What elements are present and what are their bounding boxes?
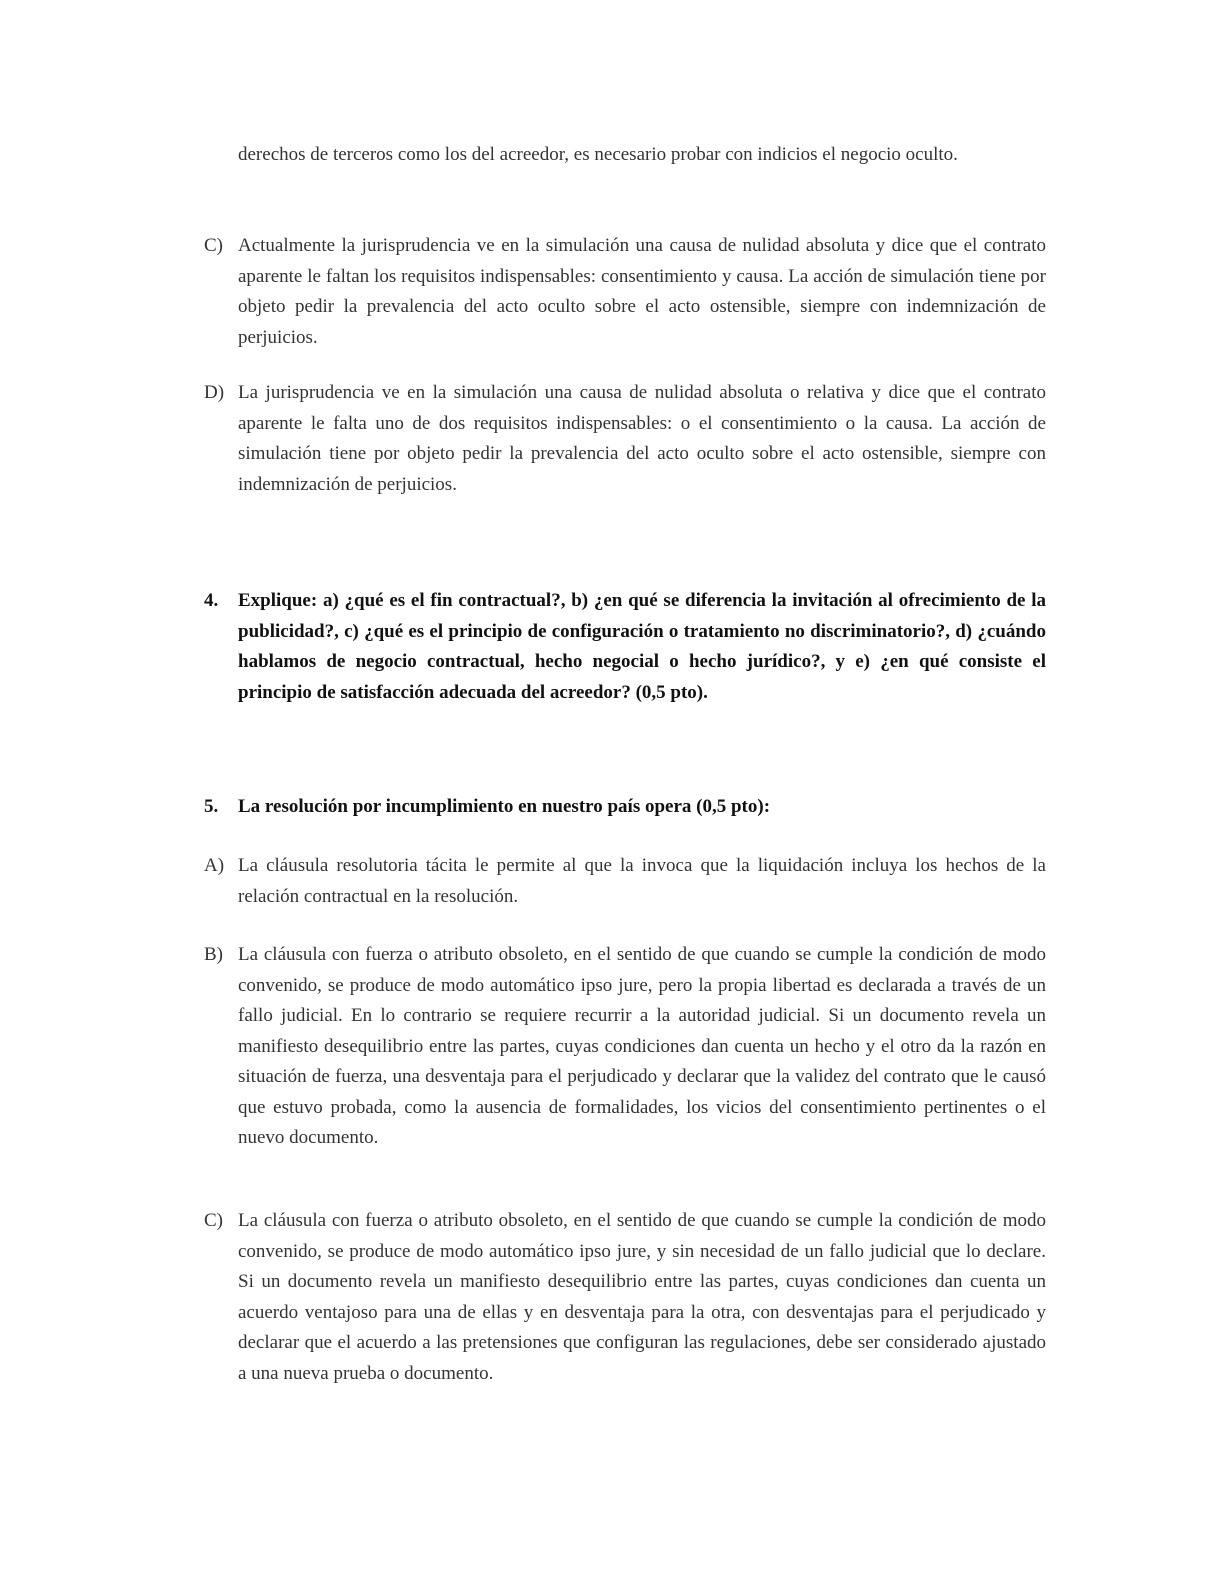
option-d-prev <box>204 378 1046 500</box>
list-item <box>204 231 1046 353</box>
option-c-prev <box>204 231 1046 353</box>
question-4 <box>204 586 1046 708</box>
continuation-paragraph <box>238 140 1046 171</box>
item-text: Actualmente la jurisprudencia ve en la simulación una causa de nulidad absoluta y dice que el contrato aparente le faltan los requisitos indispensables: consentimiento y causa. La acción de simulación tiene por objeto pedir la prevalencia del acto oculto sobre el acto ostensible, siempre con indemnización de perjuicios. <box>238 235 1046 348</box>
question-5 <box>204 792 1046 823</box>
list-item <box>204 792 1046 823</box>
item-text: La cláusula resolutoria tácita le permite al que la invoca que la liquidación incluya los hechos de la relación contractual en la resolución. <box>238 855 1046 907</box>
list-item <box>204 1206 1046 1389</box>
question-number: 5. <box>204 796 219 817</box>
question-number: 4. <box>204 590 219 611</box>
item-marker: A) <box>204 855 225 876</box>
item-text: La cláusula con fuerza o atributo obsoleto, en el sentido de que cuando se cumple la condición de modo convenido, se produce de modo automático ipso jure, pero la propia libertad es declarada a través de un fallo judicial. En lo contrario se requiere recurrir a la autoridad judicial. Si un documento revela un manifiesto desequilibrio entre las partes, cuyas condiciones dan cuenta un hecho y el otro da la razón en situación de fuerza, una desventaja para el perjudicado y declarar que la validez del contrato que le causó que estuvo probada, como la ausencia de formalidades, los vicios del consentimiento pertinentes o el nuevo documento. <box>238 944 1046 1148</box>
list-item <box>204 851 1046 912</box>
list-item <box>204 586 1046 708</box>
list-item <box>204 378 1046 500</box>
option-a <box>204 851 1046 912</box>
item-text: La jurisprudencia ve en la simulación una causa de nulidad absoluta o relativa y dice que el contrato aparente le falta uno de dos requisitos indispensables: o el consentimiento o la causa. La acción de simulación tiene por objeto pedir la prevalencia del acto oculto sobre el acto ostensible, siempre con indemnización de perjuicios. <box>238 382 1046 495</box>
list-item <box>204 940 1046 1154</box>
question-text: La resolución por incumplimiento en nuestro país opera (0,5 pto): <box>238 796 771 817</box>
question-text: Explique: a) ¿qué es el fin contractual?, b) ¿en qué se diferencia la invitación al ofrecimiento de la publicidad?, c) ¿qué es el principio de configuración o tratamiento no discriminatorio?, d) ¿cuándo hablamos de negocio contractual, hecho negocial o hecho jurídico?, y e) ¿en qué consiste el principio de satisfacción adecuada del acreedor? (0,5 pto). <box>238 590 1046 703</box>
item-text: La cláusula con fuerza o atributo obsoleto, en el sentido de que cuando se cumple la condición de modo convenido, se produce de modo automático ipso jure, y sin necesidad de un fallo judicial que lo declare. Si un documento revela un manifiesto desequilibrio entre las partes, cuyas condiciones dan cuenta un acuerdo ventajoso para una de ellas y en desventaja para la otra, con desventajas para el perjudicado y declarar que el acuerdo a las pretensiones que configuran las regulaciones, debe ser considerado ajustado a una nueva prueba o documento. <box>238 1210 1046 1384</box>
item-marker: D) <box>204 382 225 403</box>
item-marker: C) <box>204 235 223 256</box>
option-c <box>204 1206 1046 1389</box>
continuation-text: derechos de terceros como los del acreedor, es necesario probar con indicios el negocio oculto. <box>238 144 958 165</box>
item-marker: C) <box>204 1210 223 1231</box>
option-b <box>204 940 1046 1154</box>
item-marker: B) <box>204 944 223 965</box>
